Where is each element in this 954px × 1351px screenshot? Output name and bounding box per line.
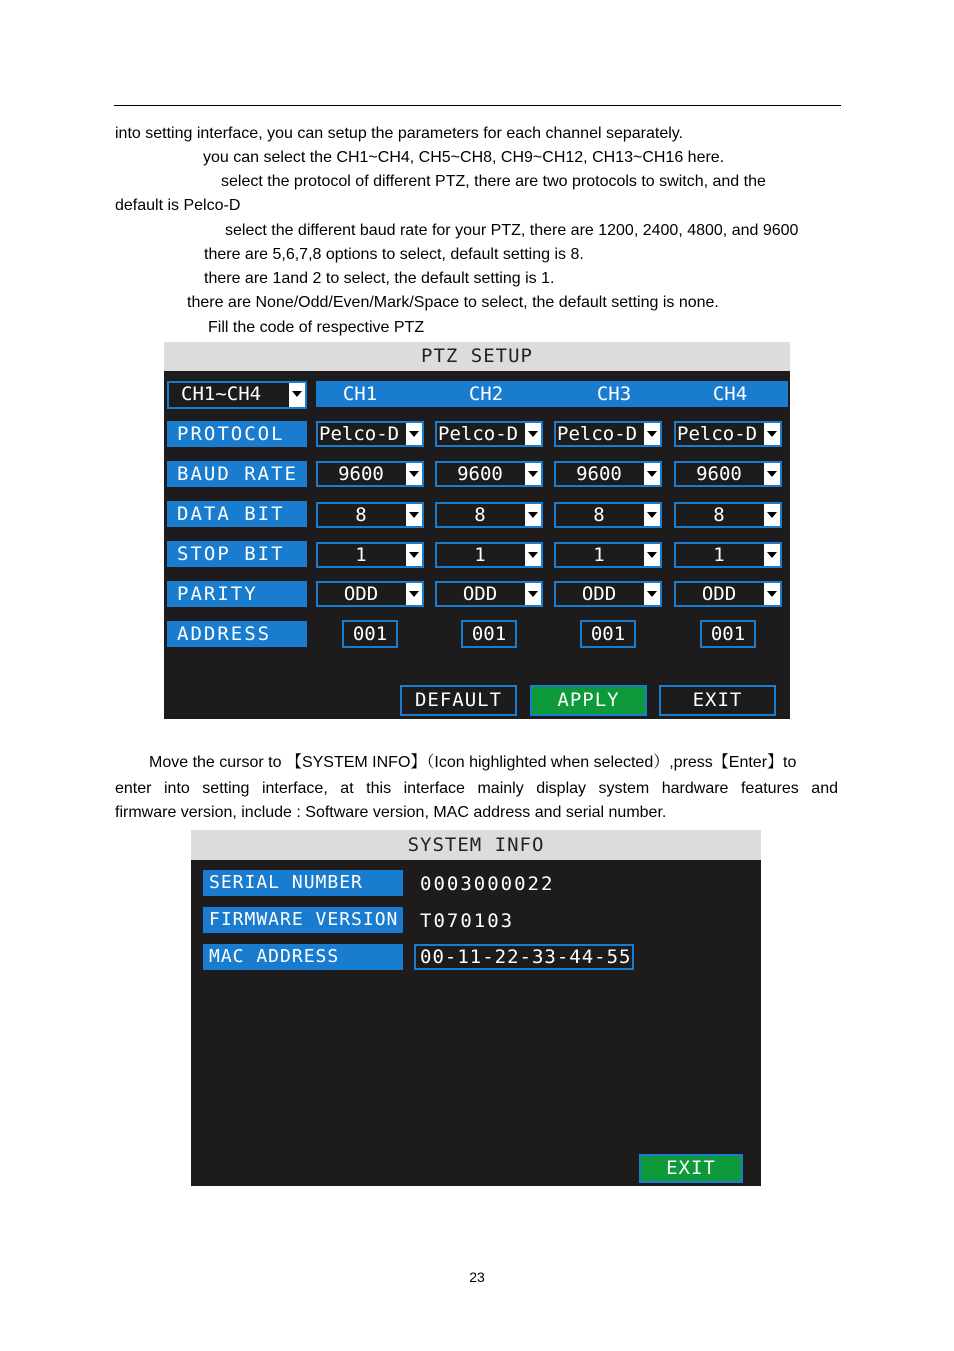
stop-bit-label: STOP BIT [167,541,307,567]
default-button[interactable]: DEFAULT [400,685,517,716]
chevron-down-icon[interactable] [764,463,780,485]
data-bit-select-ch1[interactable] [316,502,424,528]
chevron-down-icon[interactable] [644,544,660,566]
stop-bit-select-ch1[interactable] [316,542,424,568]
protocol-select-ch1[interactable] [316,421,424,447]
address-input-ch2[interactable]: 001 [461,620,517,648]
firmware-version-value: T070103 [420,910,515,932]
apply-button[interactable]: APPLY [530,685,647,716]
address-input-ch4[interactable]: 001 [700,620,756,648]
text-line: there are None/Odd/Even/Mark/Space to select, the default setting is none. [187,294,719,311]
baud-rate-select-ch4[interactable] [674,461,782,487]
system-info-panel [191,830,761,1186]
stop-bit-value: 1 [474,544,486,566]
parity-value: ODD [581,583,617,605]
protocol-value: Pelco-D [438,423,519,445]
chevron-down-icon[interactable] [406,544,422,566]
baud-rate-value: 9600 [696,463,742,485]
data-bit-label: DATA BIT [167,501,307,527]
baud-rate-label: BAUD RATE [167,461,307,487]
chevron-down-icon[interactable] [525,504,541,526]
text-line: you can select the CH1~CH4, CH5~CH8, CH9~CH12, CH13~CH16 here. [203,149,725,166]
data-bit-select-ch3[interactable] [554,502,662,528]
text-line: into setting interface, you can setup the parameters for each channel separately. [115,125,684,142]
text-line: default is Pelco-D [115,197,241,214]
address-input-ch1[interactable]: 001 [342,620,398,648]
protocol-value: Pelco-D [557,423,638,445]
text-line: there are 5,6,7,8 options to select, default setting is 8. [204,246,584,263]
parity-select-ch3[interactable] [554,581,662,607]
chevron-down-icon[interactable] [764,504,780,526]
paragraph-line: enter into setting interface, at this interface mainly display system hardware features and [115,780,838,797]
chevron-down-icon[interactable] [525,583,541,605]
chevron-down-icon[interactable] [406,463,422,485]
data-bit-select-ch4[interactable] [674,502,782,528]
parity-value: ODD [701,583,737,605]
chevron-down-icon[interactable] [644,583,660,605]
address-input-ch3[interactable]: 001 [580,620,636,648]
parity-select-ch1[interactable] [316,581,424,607]
chevron-down-icon[interactable] [406,504,422,526]
serial-number-value: 0003000022 [420,873,555,895]
data-bit-value: 8 [355,504,367,526]
protocol-select-ch3[interactable] [554,421,662,447]
protocol-label: PROTOCOL [167,421,307,447]
chevron-down-icon[interactable] [289,383,305,407]
text-line: select the different baud rate for your PTZ, there are 1200, 2400, 4800, and 9600 [225,222,799,239]
address-label: ADDRESS [167,621,307,647]
parity-select-ch4[interactable] [674,581,782,607]
mac-address-value: 00-11-22-33-44-55 [414,944,634,970]
chevron-down-icon[interactable] [525,544,541,566]
exit-button[interactable]: EXIT [639,1154,743,1183]
exit-button[interactable]: EXIT [659,685,776,716]
channel-header-ch1: CH1 [316,381,404,407]
channel-header-ch3: CH3 [570,381,658,407]
baud-rate-select-ch3[interactable] [554,461,662,487]
chevron-down-icon[interactable] [525,463,541,485]
protocol-select-ch4[interactable] [674,421,782,447]
ptz-setup-title: PTZ SETUP [164,342,790,371]
chevron-down-icon[interactable] [764,423,780,445]
parity-label: PARITY [167,581,307,607]
text-line: there are 1and 2 to select, the default setting is 1. [204,270,555,287]
text-line: Fill the code of respective PTZ [208,319,425,336]
stop-bit-value: 1 [355,544,367,566]
data-bit-value: 8 [474,504,486,526]
parity-value: ODD [462,583,498,605]
channel-group-select[interactable] [167,381,307,409]
protocol-value: Pelco-D [319,423,400,445]
chevron-down-icon[interactable] [764,544,780,566]
chevron-down-icon[interactable] [644,504,660,526]
baud-rate-value: 9600 [338,463,384,485]
stop-bit-select-ch3[interactable] [554,542,662,568]
baud-rate-value: 9600 [457,463,503,485]
ptz-setup-panel [164,342,790,719]
chevron-down-icon[interactable] [406,423,422,445]
chevron-down-icon[interactable] [406,583,422,605]
chevron-down-icon[interactable] [644,463,660,485]
data-bit-value: 8 [593,504,605,526]
baud-rate-select-ch2[interactable] [435,461,543,487]
header-rule [114,105,841,106]
firmware-version-label: FIRMWARE VERSION [203,907,403,933]
stop-bit-value: 1 [593,544,605,566]
baud-rate-select-ch1[interactable] [316,461,424,487]
stop-bit-value: 1 [713,544,725,566]
stop-bit-select-ch4[interactable] [674,542,782,568]
protocol-value: Pelco-D [677,423,758,445]
serial-number-label: SERIAL NUMBER [203,870,403,896]
text-line: select the protocol of different PTZ, there are two protocols to switch, and the [221,173,766,190]
mac-address-label: MAC ADDRESS [203,944,403,970]
channel-group-value: CH1~CH4 [181,383,262,405]
paragraph-line: Move the cursor to 【SYSTEM INFO】（Icon highlighted when selected）,press【Enter】to [149,754,797,771]
system-info-title: SYSTEM INFO [191,830,761,860]
channel-header-ch4: CH4 [686,381,774,407]
data-bit-value: 8 [713,504,725,526]
stop-bit-select-ch2[interactable] [435,542,543,568]
page-number: 23 [469,1269,485,1285]
chevron-down-icon[interactable] [764,583,780,605]
baud-rate-value: 9600 [576,463,622,485]
protocol-select-ch2[interactable] [435,421,543,447]
paragraph-line: firmware version, include : Software version, MAC address and serial number. [115,804,667,821]
channel-header-ch2: CH2 [442,381,530,407]
parity-select-ch2[interactable] [435,581,543,607]
parity-value: ODD [343,583,379,605]
chevron-down-icon[interactable] [644,423,660,445]
chevron-down-icon[interactable] [525,423,541,445]
data-bit-select-ch2[interactable] [435,502,543,528]
